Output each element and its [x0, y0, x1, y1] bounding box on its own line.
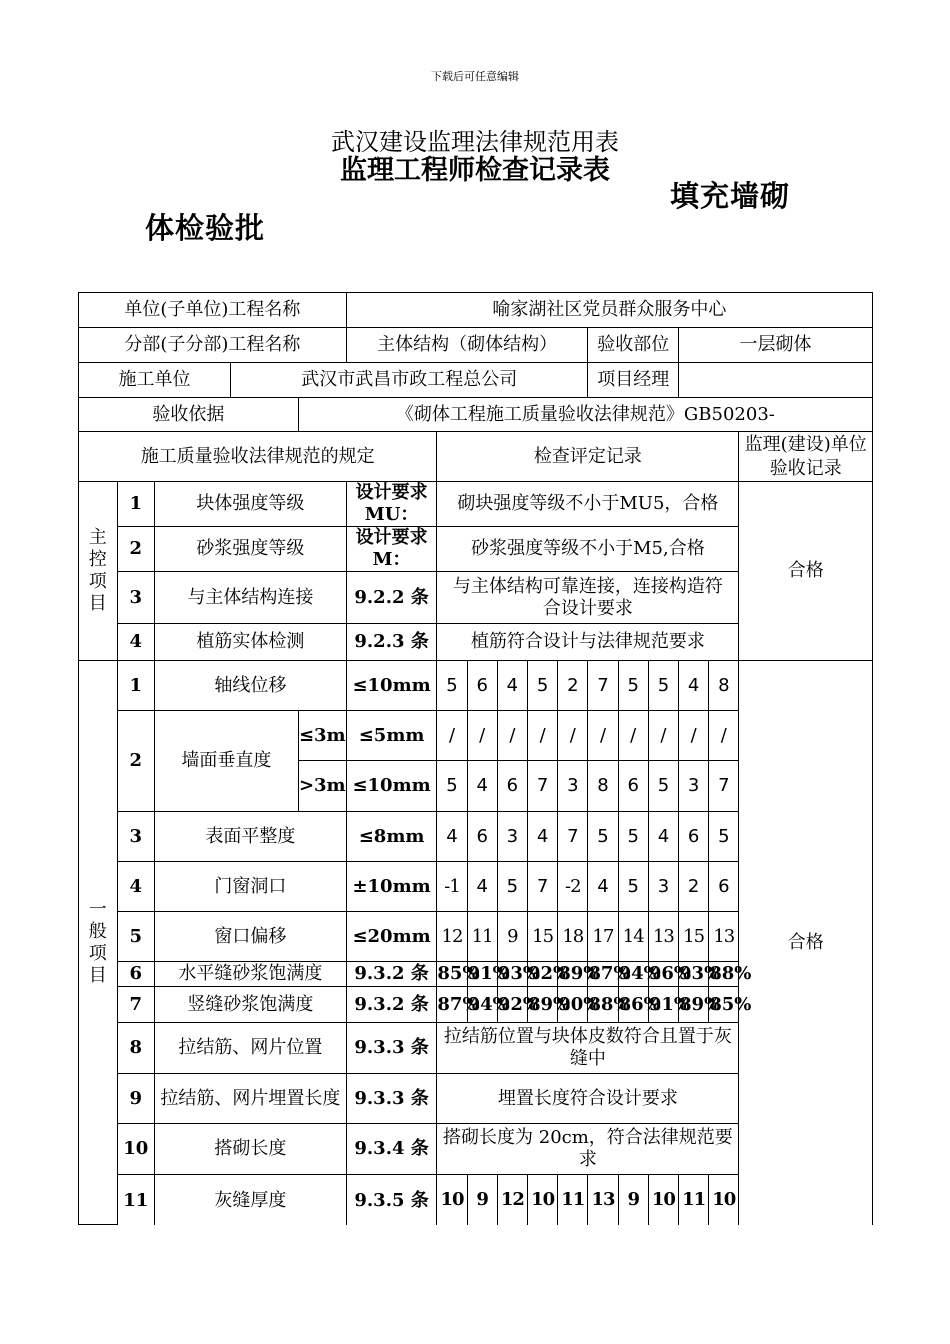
item-no: 4 [117, 862, 155, 912]
download-note: 下载后可任意编辑 [431, 70, 519, 83]
item-requirement: 9.2.2 条 [346, 572, 437, 624]
spec-header: 施工质量验收法律规范的规定 [79, 432, 437, 482]
value-cell: 6 [679, 812, 709, 862]
value-cell: -2 [558, 862, 588, 912]
item-name: 表面平整度 [155, 812, 347, 862]
item-requirement: 9.3.2 条 [346, 962, 437, 987]
item-name: 与主体结构连接 [155, 572, 347, 624]
item-no: 4 [117, 624, 155, 661]
value-cell: 5 [588, 812, 618, 862]
value-cell: 11 [467, 912, 497, 962]
item-name: 灰缝厚度 [155, 1175, 347, 1225]
item-record: 砂浆强度等级不小于M5,合格 [437, 527, 739, 572]
value-cell: 88% [709, 962, 739, 987]
main-item-row [79, 482, 873, 527]
value-cell: 10 [709, 1175, 739, 1225]
supervisor-header-line2: 验收记录 [769, 457, 842, 479]
value-cell: 6 [709, 862, 739, 912]
value-cell: 5 [437, 661, 467, 711]
value-cell: / [467, 711, 497, 761]
item-requirement: ≤5mm [346, 711, 437, 761]
value-cell: 12 [437, 912, 467, 962]
value-cell: 5 [618, 862, 648, 912]
value-cell: 6 [618, 761, 648, 812]
value-cell: 6 [467, 661, 497, 711]
supervisor-header-line1: 监理(建设)单位 [744, 433, 867, 455]
constructor-value: 武汉市武昌市政工程总公司 [231, 363, 588, 398]
value-cell: 93% [497, 962, 527, 987]
value-cell: 5 [437, 761, 467, 812]
value-cell: 4 [467, 862, 497, 912]
value-cell: 94% [467, 987, 497, 1023]
item-name: 搭砌长度 [155, 1124, 347, 1175]
item-requirement: 9.3.3 条 [346, 1074, 437, 1124]
value-cell: 3 [648, 862, 678, 912]
value-cell: 7 [558, 812, 588, 862]
value-cell: 5 [648, 661, 678, 711]
item-name: 植筋实体检测 [155, 624, 347, 661]
value-cell: 4 [588, 862, 618, 912]
item-no: 3 [117, 812, 155, 862]
value-cell: 11 [558, 1175, 588, 1225]
value-cell: 14 [618, 912, 648, 962]
item-requirement: 9.2.3 条 [346, 624, 437, 661]
basis-row [79, 398, 873, 432]
value-cell: 85% [437, 962, 467, 987]
value-cell: 93% [679, 962, 709, 987]
item-name: 窗口偏移 [155, 912, 347, 962]
value-cell: 91% [648, 987, 678, 1023]
value-cell: 15 [679, 912, 709, 962]
table-head-row [79, 432, 873, 482]
item-record: 植筋符合设计与法律规范要求 [437, 624, 739, 661]
value-cell: 3 [497, 812, 527, 862]
value-cell: 8 [588, 761, 618, 812]
value-cell: / [497, 711, 527, 761]
value-cell: 89% [679, 987, 709, 1023]
item-requirement: 9.3.3 条 [346, 1023, 437, 1074]
pm-value [679, 363, 873, 398]
item-name: 轴线位移 [155, 661, 347, 711]
value-cell: 5 [618, 812, 648, 862]
check-header: 检查评定记录 [437, 432, 739, 482]
value-cell: 7 [528, 761, 558, 812]
value-cell: / [648, 711, 678, 761]
value-cell: 8 [709, 661, 739, 711]
value-cell: 4 [679, 661, 709, 711]
value-cell: 92% [497, 987, 527, 1023]
item-requirement: 设计要求 M： [346, 527, 437, 572]
general-result: 合格 [739, 661, 873, 1225]
value-cell: 5 [618, 661, 648, 711]
item-requirement: ≤10mm [346, 761, 437, 812]
value-cell: / [558, 711, 588, 761]
value-cell: 10 [528, 1175, 558, 1225]
item-no: 7 [117, 987, 155, 1023]
item-name: 块体强度等级 [155, 482, 347, 527]
unit-value: 喻家湖社区党员群众服务中心 [346, 293, 872, 328]
item-requirement: ≤8mm [346, 812, 437, 862]
value-cell: 12 [497, 1175, 527, 1225]
value-cell: 2 [679, 862, 709, 912]
supervisor-header [739, 432, 873, 482]
constructor-row [79, 363, 873, 398]
value-cell: 6 [467, 812, 497, 862]
value-cell: / [679, 711, 709, 761]
sub-range: >3m [298, 761, 346, 812]
accept-part-value: 一层砌体 [679, 328, 873, 363]
value-cell: 4 [648, 812, 678, 862]
division-label: 分部(子分部)工程名称 [79, 328, 347, 363]
title-line-2: 监理工程师检查记录表 [340, 155, 610, 186]
value-cell: 90% [558, 987, 588, 1023]
value-cell: / [528, 711, 558, 761]
pm-label: 项目经理 [588, 363, 679, 398]
value-cell: -1 [437, 862, 467, 912]
value-cell: 91% [467, 962, 497, 987]
item-name: 水平缝砂浆饱满度 [155, 962, 347, 987]
item-no: 2 [117, 527, 155, 572]
item-record: 砌块强度等级不小于MU5，合格 [437, 482, 739, 527]
value-cell: 4 [497, 661, 527, 711]
value-cell: / [437, 711, 467, 761]
item-requirement: ±10mm [346, 862, 437, 912]
value-cell: 6 [497, 761, 527, 812]
item-name: 门窗洞口 [155, 862, 347, 912]
value-cell: 9 [497, 912, 527, 962]
value-cell: 9 [618, 1175, 648, 1225]
value-cell: 13 [588, 1175, 618, 1225]
item-requirement: ≤10mm [346, 661, 437, 711]
item-name: 拉结筋、网片埋置长度 [155, 1074, 347, 1124]
value-cell: 10 [437, 1175, 467, 1225]
item-record: 埋置长度符合设计要求 [437, 1074, 739, 1124]
unit-label: 单位(子单位)工程名称 [79, 293, 347, 328]
item-record: 搭砌长度为 20cm，符合法律规范要求 [437, 1124, 739, 1175]
value-cell: 4 [437, 812, 467, 862]
value-cell: 3 [679, 761, 709, 812]
item-no: 3 [117, 572, 155, 624]
item-no: 1 [117, 482, 155, 527]
value-cell: / [618, 711, 648, 761]
accept-part-label: 验收部位 [588, 328, 679, 363]
value-cell: 5 [709, 812, 739, 862]
value-cell: 3 [558, 761, 588, 812]
value-cell: 9 [467, 1175, 497, 1225]
value-cell: 11 [679, 1175, 709, 1225]
value-cell: 5 [497, 862, 527, 912]
item-no: 6 [117, 962, 155, 987]
item-no: 11 [117, 1175, 155, 1225]
value-cell: 17 [588, 912, 618, 962]
value-cell: 94% [618, 962, 648, 987]
item-name: 竖缝砂浆饱满度 [155, 987, 347, 1023]
value-cell: 7 [709, 761, 739, 812]
item-no: 2 [117, 711, 155, 812]
unit-row [79, 293, 873, 328]
title-line-3b: 体检验批 [145, 211, 266, 245]
value-cell: 85% [709, 987, 739, 1023]
item-no: 5 [117, 912, 155, 962]
item-requirement: 设计要求 MU： [346, 482, 437, 527]
item-name: 拉结筋、网片位置 [155, 1023, 347, 1074]
value-cell: 5 [528, 661, 558, 711]
value-cell: 7 [588, 661, 618, 711]
main-control-result: 合格 [739, 482, 873, 661]
item-no: 9 [117, 1074, 155, 1124]
basis-label: 验收依据 [79, 398, 299, 432]
value-cell: 89% [558, 962, 588, 987]
item-no: 8 [117, 1023, 155, 1074]
value-cell: 96% [648, 962, 678, 987]
value-cell: 92% [528, 962, 558, 987]
item-requirement: 9.3.5 条 [346, 1175, 437, 1225]
division-value: 主体结构（砌体结构） [346, 328, 588, 363]
inspection-table [78, 292, 873, 1225]
general-label: 一般项目 [79, 661, 118, 1225]
value-cell: 86% [618, 987, 648, 1023]
value-cell: 5 [648, 761, 678, 812]
title-line-1: 武汉建设监理法律规范用表 [331, 128, 619, 156]
value-cell: 2 [558, 661, 588, 711]
item-name: 砂浆强度等级 [155, 527, 347, 572]
value-cell: 87% [437, 987, 467, 1023]
division-row [79, 328, 873, 363]
basis-value: 《砌体工程施工质量验收法律规范》GB50203- [298, 398, 872, 432]
item-record: 拉结筋位置与块体皮数符合且置于灰缝中 [437, 1023, 739, 1074]
value-cell: 18 [558, 912, 588, 962]
title-line-3a: 填充墙砌 [670, 179, 791, 213]
item-requirement: ≤20mm [346, 912, 437, 962]
item-no: 10 [117, 1124, 155, 1175]
value-cell: 15 [528, 912, 558, 962]
value-cell: / [709, 711, 739, 761]
main-control-label: 主控项目 [79, 482, 118, 661]
item-requirement: 9.3.2 条 [346, 987, 437, 1023]
value-cell: 88% [588, 987, 618, 1023]
value-cell: 89% [528, 987, 558, 1023]
value-cell: 13 [709, 912, 739, 962]
value-cell: 87% [588, 962, 618, 987]
general-item-row [79, 661, 873, 711]
value-cell: 13 [648, 912, 678, 962]
constructor-label: 施工单位 [79, 363, 231, 398]
value-cell: 4 [467, 761, 497, 812]
item-requirement: 9.3.4 条 [346, 1124, 437, 1175]
value-cell: 10 [648, 1175, 678, 1225]
value-cell: / [588, 711, 618, 761]
item-no: 1 [117, 661, 155, 711]
value-cell: 7 [528, 862, 558, 912]
sub-range: ≤3m [298, 711, 346, 761]
value-cell: 4 [528, 812, 558, 862]
item-record: 与主体结构可靠连接，连接构造符合设计要求 [437, 572, 739, 624]
item-name: 墙面垂直度 [155, 711, 299, 812]
